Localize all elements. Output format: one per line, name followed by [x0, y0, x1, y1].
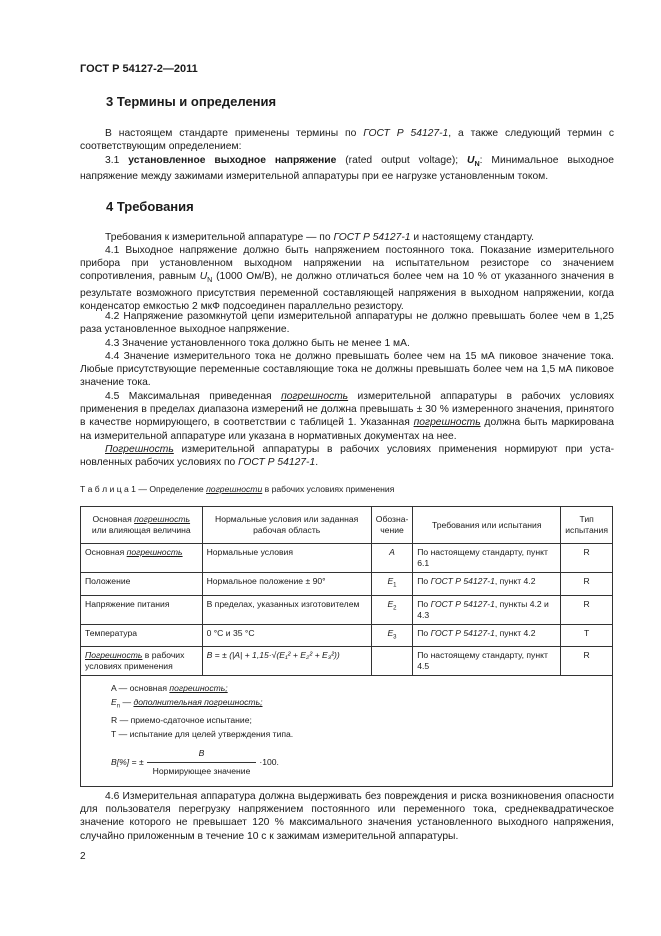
table-legend-row — [81, 676, 613, 787]
table-cell: $E_1$ — [371, 573, 412, 596]
formula-fraction — [147, 747, 257, 778]
legend-t: Т — испытание для целей утверждения типа. — [111, 728, 294, 739]
table-cell: $E_3$ — [371, 624, 412, 647]
table-legend — [81, 676, 613, 787]
section-4-title: 4 Требования — [106, 199, 194, 214]
section-4-intro: Требования к измерительной аппаратуре — по ГОСТ Р 54127-1 и настоящему стандарту. — [105, 232, 534, 243]
header-col-5: Тип испытания — [561, 507, 613, 544]
table-cell: Т — [561, 624, 613, 647]
document-code: ГОСТ Р 54127-2—2011 — [80, 63, 198, 75]
table-cell: R — [561, 544, 613, 573]
clause-4-4: 4.4 Значение измерительного тока не должно превышать более чем на 15 мА пиковое значение тока. Любые присутствующие переменные составляющие тока не должны превышать более чем на 1,5 мА пиковое значение тока. — [80, 351, 614, 389]
table-cell: По ГОСТ Р 54127-1, пункт 4.2 — [413, 624, 561, 647]
clause-4-6: 4.6 Измерительная аппаратура должна выдерживать без повреждения и риска возникновения опасности для пользователя перегрузку напряжением постоянного или переменного тока, среднеквадратическое значение которого не превышает 120 % максимального значения установленного выходного напряжения, случайно приложенным в течение 10 с к зажимам измерительной аппаратуры. — [80, 791, 614, 842]
table-cell: По ГОСТ Р 54127-1, пункты 4.2 и 4.3 — [413, 595, 561, 624]
table-row — [81, 624, 613, 647]
table-cell: 0 °С и 35 °С — [202, 624, 371, 647]
legend-en: $E_n$ — дополнительная погрешность; — [111, 696, 263, 710]
table-cell: Положение — [81, 573, 203, 596]
clause-4-3: 4.3 Значение установленного тока должно быть не менее 1 мА. — [105, 338, 410, 349]
table-row — [81, 544, 613, 573]
table-cell: В пределах, указанных изготовителем — [202, 595, 371, 624]
legend-r: R — приемо-сдаточное испытание; — [111, 715, 252, 726]
clause-4-5: 4.5 Максимальная приведенная погрешность измерительной аппаратуры в рабочих условиях применения в пределах диапазона измерений не должна превышать ± 30 % измеренного значения, принятого в качестве нормирующего, в соответствии с таблицей 1. Указанная погрешность должна быть маркирована на измерительной аппаратуре или указана в нормативных документах на нее. — [80, 391, 614, 442]
clause-4-5-note: Погрешность измерительной аппаратуры в рабочих условиях применения нормируют при установленных рабочих условиях по ГОСТ Р 54127-1. — [80, 444, 614, 469]
clause-4-2: 4.2 Напряжение разомкнутой цепи измерительной аппаратуры не должно превышать более чем в 1,25 раза установленное выходное напряжение. — [80, 311, 614, 336]
table-cell: По ГОСТ Р 54127-1, пункт 4.2 — [413, 573, 561, 596]
table-cell: R — [561, 647, 613, 676]
table-cell: Основная погрешность — [81, 544, 203, 573]
term-3-1: 3.1 установленное выходное напряжение (rated output voltage); $U_N$: Минимальное выходное напряжение между зажимами измерительной аппаратуры при ее нагрузке установленным током. — [80, 155, 614, 183]
formula-left: B[%] = ± — [111, 756, 144, 767]
table-cell: Температура — [81, 624, 203, 647]
table-header-row — [81, 507, 613, 544]
table-cell: A — [371, 544, 412, 573]
header-col-1: Основная погрешность или влияющая величина — [81, 507, 203, 544]
legend-a: A — основная погрешность; — [111, 683, 228, 694]
section-3-intro: В настоящем стандарте применены термины по ГОСТ Р 54127-1, а также следующий термин с соответствующим определением: — [80, 128, 614, 153]
combined-error-formula: B = ± (|A| + 1,15·√(E₁² + E₂² + E₃²)) — [202, 647, 371, 676]
table-cell: $E_2$ — [371, 595, 412, 624]
requirements-table — [80, 506, 613, 787]
table-cell — [371, 647, 412, 676]
header-col-4: Требования или испытания — [413, 507, 561, 544]
formula-numerator: B — [198, 748, 205, 759]
table-cell: R — [561, 595, 613, 624]
table-caption: Т а б л и ц а 1 — Определение погрешности в рабочих условиях применения — [80, 484, 395, 494]
table-row — [81, 647, 613, 676]
formula-denominator: Нормирующее значение — [147, 762, 257, 779]
clause-4-1: 4.1 Выходное напряжение должно быть напряжением постоянного тока. Показание измерительного прибора при установленном выходном напряжении на испытательном резисторе со значением сопротивления, равным $U_N$ (1000 Ом/В), не должно отличаться более чем на 10 % от указанного значения в результате возможного присутствия переменной составляющей напряжения в выходном напряжении, когда конденсатор емкостью 2 мкФ подсоединен параллельно резистору. — [80, 245, 614, 312]
table-cell: Нормальное положение ± 90° — [202, 573, 371, 596]
header-col-2: Нормальные условия или заданная рабочая область — [202, 507, 371, 544]
table-row — [81, 573, 613, 596]
table-row — [81, 595, 613, 624]
normalized-error-formula — [111, 747, 608, 778]
table-cell: Погрешность в рабочих условиях применения — [81, 647, 203, 676]
table-cell: По настоящему стандарту, пункт 4.5 — [413, 647, 561, 676]
header-col-3: Обозначение — [371, 507, 412, 544]
formula-right: ·100. — [259, 756, 279, 767]
section-3-title: 3 Термины и определения — [106, 94, 277, 109]
table-cell: Напряжение питания — [81, 595, 203, 624]
table-cell: R — [561, 573, 613, 596]
page-number: 2 — [80, 851, 86, 862]
table-cell: Нормальные условия — [202, 544, 371, 573]
table-cell: По настоящему стандарту, пункт 6.1 — [413, 544, 561, 573]
